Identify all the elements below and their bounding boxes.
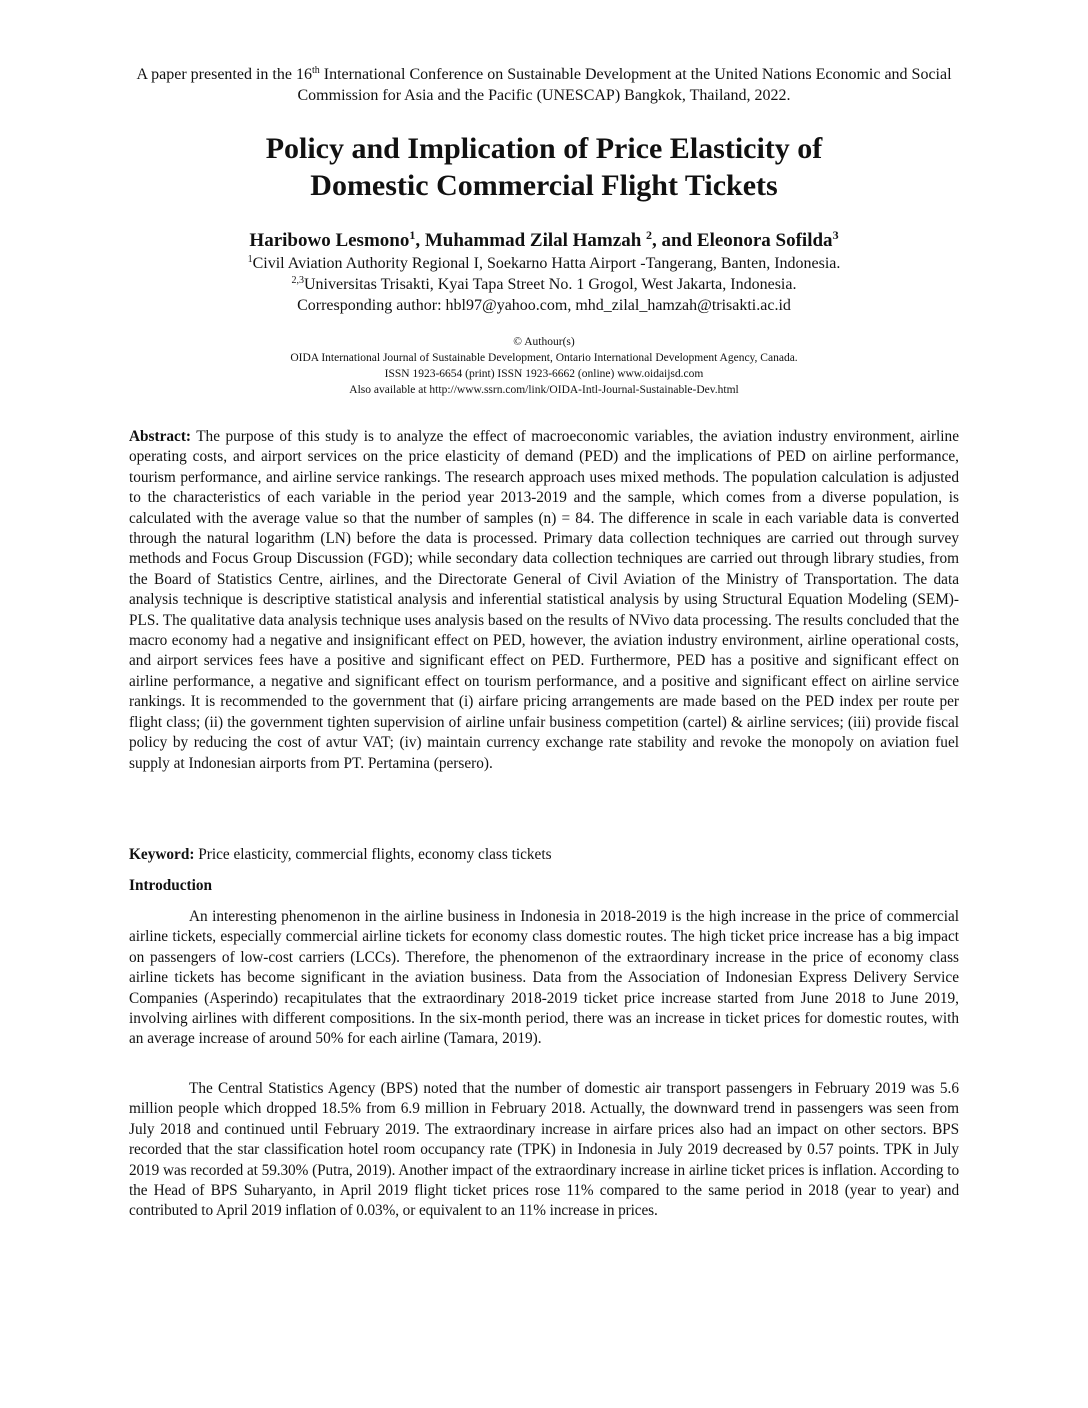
paper-title-line-2: Domestic Commercial Flight Tickets	[310, 169, 778, 202]
paragraph-text-continued: The extraordinary increase in airfare prices also had an impact on other sectors. BPS recorded that the star classification hotel room occupancy rate (TPK) in Indonesia in July 2019 decreased by 0.57 points. TPK in July 2019 was recorded at 59.30% (Putra, 2019). Another impact of the extraordinary increase in airline ticket prices is inflation. According to the Head of BPS Suharyanto, in April 2019 flight ticket prices rose 11% compared to the same period in 2018 (year to year) and contributed to April 2019 inflation of 0.03%, or equivalent to an 11% increase in prices.	[129, 1120, 959, 1220]
journal-availability: Also available at http://www.ssrn.com/link/OIDA-Intl-Journal-Sustainable-Dev.html	[349, 384, 739, 396]
keywords-text: Price elasticity, commercial flights, economy class tickets	[194, 846, 552, 863]
author-affiliation-mark: 1	[409, 228, 416, 242]
journal-name: OIDA International Journal of Sustainable Development, Ontario International Development Agency, Canada.	[290, 352, 798, 364]
conference-note	[110, 64, 978, 106]
author-separator: , and	[652, 230, 697, 251]
journal-issn: ISSN 1923-6654 (print) ISSN 1923-6662 (online) www.oidaijsd.com	[384, 368, 704, 380]
author-affiliation-mark: 2	[646, 228, 653, 242]
paper-title	[150, 130, 938, 204]
affiliation-2	[100, 274, 988, 295]
affiliation-text: Universitas Trisakti, Kyai Tapa Street No. 1 Grogol, West Jakarta, Indonesia.	[304, 276, 797, 293]
section-heading-introduction: Introduction	[129, 877, 213, 894]
affiliation-mark: 2,3	[291, 275, 304, 286]
author-list	[100, 229, 988, 253]
paper-title-line-1: Policy and Implication of Price Elasticity of	[265, 132, 823, 165]
introduction-paragraph-1: An interesting phenomenon in the airline business in Indonesia in 2018-2019 is the high increase in the price of commercial airline tickets, especially commercial airline tickets for economy class domestic routes. The high ticket price increase has a big impact on passengers of low-cost carriers (LCCs). Therefore, the phenomenon of the extraordinary increase in the price of economy class airline tickets has become significant in the aviation business. Data from the Association of Indonesian Express Delivery Service Companies (Asperindo) recapitulates that the extraordinary 2018-2019 ticket price increase started from June 2018 to June 2019, involving airlines with different compositions. In the six-month period, there was an increase in ticket prices for domestic routes, with an average increase of around 50% for each airline (Tamara, 2019).	[129, 908, 959, 1048]
abstract-text: The purpose of this study is to analyze the effect of macroeconomic variables, the aviation industry environment, airline operating costs, and airport services on the price elasticity of demand (PED) and the implications of PED on airline performance, tourism performance, and airline service rankings. The research approach uses mixed methods. The population calculation is adjusted to the characteristics of each variable in the period year 2013-2019 and the sample, which comes from a diverse population, is calculated with the average value so that the number of samples (n) = 84. The difference in scale in each variable data is converted through the natural logarithm (LN) before the data is processed. Primary data collection techniques are carried out through survey methods and Focus Group Discussion (FGD); while secondary data collection techniques are carried out through library studies, from the Board of Statistics Centre, airlines, and the Directorate General of Civil Aviation of the Ministry of Transportation. The data analysis technique is descriptive statistical analysis and inferential statistical analysis by using Structural Equation Modeling (SEM)-PLS. The qualitative data analysis technique uses analysis based on the results of NVivo data processing. The results concluded that the macro economy had a negative and insignificant effect on PED, however, the aviation industry environment, airline operational costs, and airport services fees have a positive and significant effect on PED. Furthermore, PED has a positive and significant effect on airline performance, a negative and significant effect on tourism performance, and a positive and significant effect on airline service rankings. It is recommended to the government that (i) airfare pricing arrangements are made based on the PED index per route per flight class; (ii) the government tighten supervision of airline unfair business competition (cartel) & airline services; (iii) provide fiscal policy by reducing the cost of avtur VAT; (iv) maintain currency exchange rate stability and revoke the monopoly on aviation fuel supply at Indonesian airports from PT. Pertamina (persero).	[129, 428, 959, 772]
introduction-paragraph-2	[129, 1079, 959, 1222]
affiliations	[100, 253, 988, 316]
abstract	[129, 427, 959, 774]
affiliation-1	[100, 253, 988, 274]
keywords	[129, 845, 959, 865]
corresponding-author: Corresponding author: hbl97@yahoo.com, mhd_zilal_hamzah@trisakti.ac.id	[297, 297, 791, 314]
author-name: Haribowo Lesmono	[249, 230, 410, 251]
copyright-notice: © Authour(s)	[513, 336, 575, 348]
author-name: Eleonora Sofilda	[696, 230, 833, 251]
conference-note-superscript: th	[311, 65, 320, 76]
affiliation-mark: 1	[247, 254, 253, 265]
conference-note-text: A paper presented in the 16	[136, 66, 312, 83]
author-name: Muhammad Zilal Hamzah	[424, 230, 647, 251]
conference-note-text-continued: International Conference on Sustainable Development at the United Nations Economic and Social Commission for Asia and the Pacific (UNESCAP) Bangkok, Thailand, 2022.	[297, 66, 952, 104]
abstract-label: Abstract:	[129, 428, 192, 445]
journal-info	[100, 334, 988, 398]
author-affiliation-mark: 3	[832, 228, 839, 242]
paragraph-text: The Central Statistics Agency (BPS) noted that the number of domestic air transport passengers in February 2019 was 5.6 million people which dropped 18.5% from 6.9 million in February 2018. Actually, the downward trend in passengers was seen from July 2018 and continued until February 2019.	[129, 1080, 959, 1138]
author-separator: ,	[415, 230, 425, 251]
affiliation-text: Civil Aviation Authority Regional I, Soekarno Hatta Airport -Tangerang, Banten, Indonesia.	[252, 255, 841, 272]
keywords-label: Keyword:	[129, 846, 195, 863]
